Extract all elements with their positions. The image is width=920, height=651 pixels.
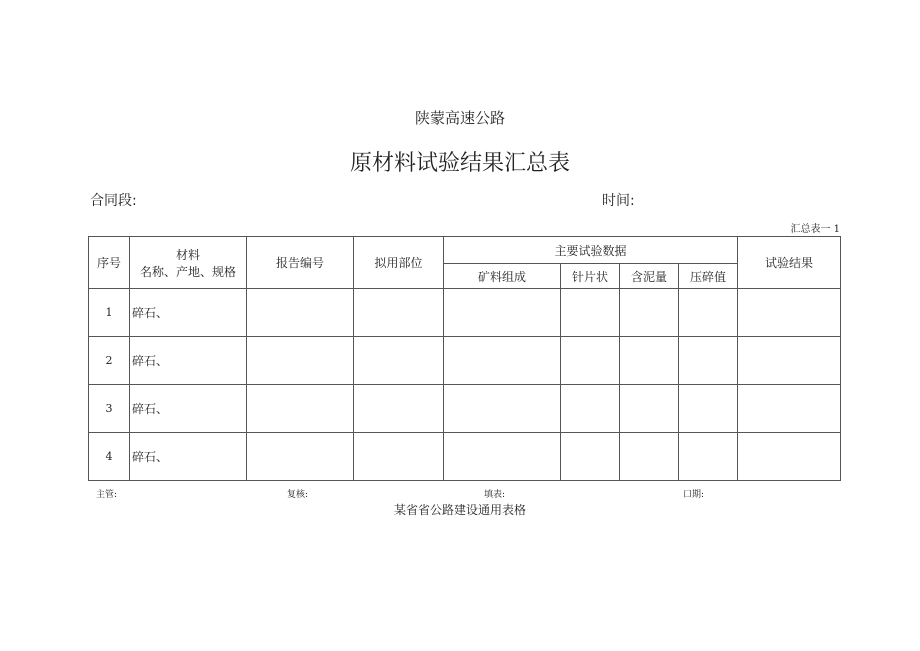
row-seq: 2 [89,337,130,385]
row-crush [679,337,738,385]
row-usage [354,337,444,385]
footer-date: 口期: [683,490,705,500]
header-material-line1: 材料 [175,247,200,262]
row-seq: 4 [89,433,130,481]
document-subtitle: 陕蒙高速公路 [414,109,505,127]
row-gradation [444,337,561,385]
row-result [738,289,841,337]
footer-supervisor: 主管: [96,490,118,500]
table-row [89,337,841,385]
footer-fill: 填表: [484,490,506,500]
row-gradation [444,289,561,337]
row-seq: 1 [89,289,130,337]
table-row [89,433,841,481]
header-material-line2: 名称、产地、规格 [139,264,236,279]
form-code: 汇总表一 1 [790,224,840,235]
header-mud: 含泥量 [620,264,679,289]
row-usage [354,289,444,337]
row-mud [620,433,679,481]
row-result [738,433,841,481]
table-row [89,385,841,433]
row-report-no [247,337,354,385]
header-flaky: 针片状 [561,264,620,289]
row-mud [620,337,679,385]
row-material: 碎石、 [130,337,247,385]
row-material: 碎石、 [130,289,247,337]
header-report-no: 报告编号 [247,237,354,289]
header-main-data: 主要试验数据 [444,237,738,264]
row-report-no [247,433,354,481]
row-result [738,385,841,433]
row-material: 碎石、 [130,433,247,481]
header-usage: 拟用部位 [354,237,444,289]
header-seq: 序号 [89,237,130,289]
row-flaky [561,433,620,481]
row-report-no [247,385,354,433]
row-crush [679,433,738,481]
row-seq: 3 [89,385,130,433]
row-result [738,337,841,385]
row-flaky [561,289,620,337]
header-material [130,237,247,289]
row-report-no [247,289,354,337]
row-crush [679,289,738,337]
row-usage [354,433,444,481]
header-gradation: 矿料组成 [444,264,561,289]
general-form-note: 某省省公路建设通用表格 [393,503,526,517]
footer-review: 复核: [287,490,309,500]
time-label: 时间: [602,193,635,209]
row-crush [679,385,738,433]
header-result: 试验结果 [738,237,841,289]
row-gradation [444,385,561,433]
row-mud [620,289,679,337]
row-usage [354,385,444,433]
row-mud [620,385,679,433]
row-material: 碎石、 [130,385,247,433]
contract-section-label: 合同段: [90,193,137,209]
summary-table [88,236,841,481]
row-flaky [561,385,620,433]
row-flaky [561,337,620,385]
document-title: 原材料试验结果汇总表 [349,151,570,176]
header-crush: 压碎值 [679,264,738,289]
table-row [89,289,841,337]
row-gradation [444,433,561,481]
